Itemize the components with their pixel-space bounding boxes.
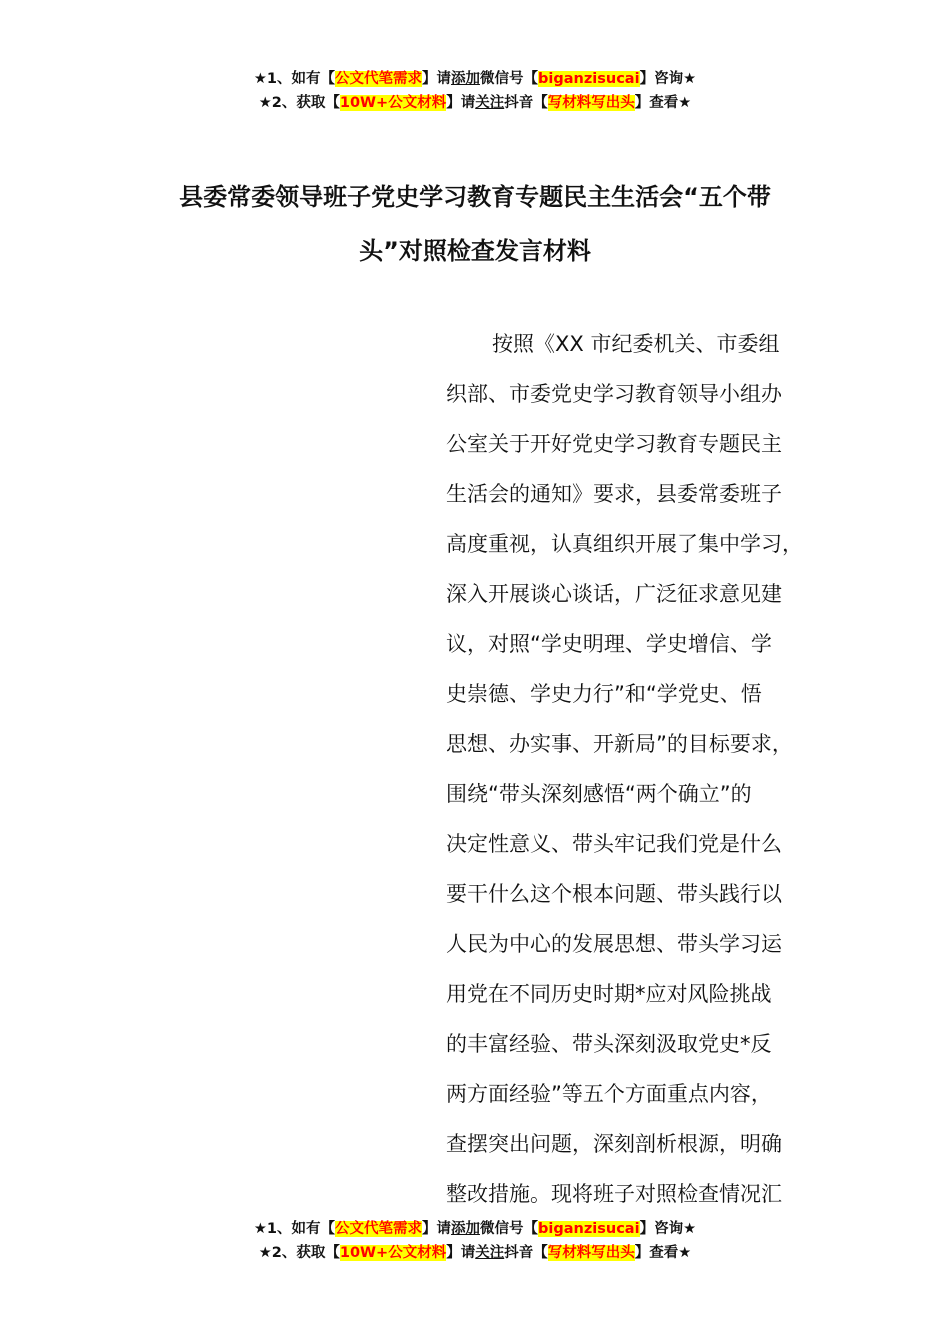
emphasis-follow: 关注 — [475, 1245, 505, 1261]
highlight-douyin-account: 写材料写出头 — [547, 95, 635, 111]
banner-line-1: ★1、如有【公文代笔需求】请添加微信号【biganzisucai】咨询★ — [253, 1221, 697, 1237]
highlight-materials: 10W+公文材料 — [339, 1245, 447, 1261]
highlight-douyin-account: 写材料写出头 — [547, 1245, 635, 1261]
title-line-2: 头”对照检查发言材料 — [359, 237, 591, 265]
body-line: 织部、市委党史学习教育领导小组办 — [446, 382, 782, 406]
body-line: 人民为中心的发展思想、带头学习运 — [446, 932, 782, 956]
highlight-materials: 10W+公文材料 — [339, 95, 447, 111]
emphasis-follow: 关注 — [475, 95, 505, 111]
highlight-service: 公文代笔需求 — [335, 71, 423, 87]
document-title — [120, 170, 830, 278]
body-line: 议，对照“学史明理、学史增信、学 — [446, 632, 772, 656]
body-line: 要干什么这个根本问题、带头践行以 — [446, 882, 782, 906]
footer-banner — [0, 1217, 950, 1265]
body-line: 决定性意义、带头牢记我们党是什么 — [446, 832, 782, 856]
body-line: 深入开展谈心谈话，广泛征求意见建 — [446, 582, 782, 606]
body-line: 围绕“带头深刻感悟“两个确立”的 — [446, 782, 752, 806]
emphasis-add: 添加 — [451, 71, 481, 87]
body-line: 按照《XX 市纪委机关、市委组 — [492, 332, 780, 356]
highlight-wechat-id: biganzisucai — [538, 1221, 640, 1237]
body-line: 用党在不同历史时期*应对风险挑战 — [446, 982, 772, 1006]
body-line: 的丰富经验、带头深刻汲取党史*反 — [446, 1032, 772, 1056]
banner-line-2: ★2、获取【10W+公文材料】请关注抖音【写材料写出头】查看★ — [258, 95, 692, 111]
document-body — [446, 319, 826, 1219]
body-line: 查摆突出问题，深刻剖析根源，明确 — [446, 1132, 782, 1156]
header-banner — [0, 67, 950, 115]
body-line: 公室关于开好党史学习教育专题民主 — [446, 432, 782, 456]
body-line: 高度重视，认真组织开展了集中学习， — [446, 532, 803, 556]
body-line: 整改措施。现将班子对照检查情况汇 — [446, 1182, 782, 1206]
banner-line-2: ★2、获取【10W+公文材料】请关注抖音【写材料写出头】查看★ — [258, 1245, 692, 1261]
title-line-1: 县委常委领导班子党史学习教育专题民主生活会“五个带 — [179, 183, 771, 211]
body-line: 思想、办实事、开新局”的目标要求， — [446, 732, 793, 756]
body-line: 两方面经验”等五个方面重点内容， — [446, 1082, 772, 1106]
body-line: 史崇德、学史力行”和“学党史、悟 — [446, 682, 762, 706]
banner-line-1: ★1、如有【公文代笔需求】请添加微信号【biganzisucai】咨询★ — [253, 71, 697, 87]
emphasis-add: 添加 — [451, 1221, 481, 1237]
highlight-service: 公文代笔需求 — [335, 1221, 423, 1237]
body-line: 生活会的通知》要求，县委常委班子 — [446, 482, 782, 506]
highlight-wechat-id: biganzisucai — [538, 71, 640, 87]
